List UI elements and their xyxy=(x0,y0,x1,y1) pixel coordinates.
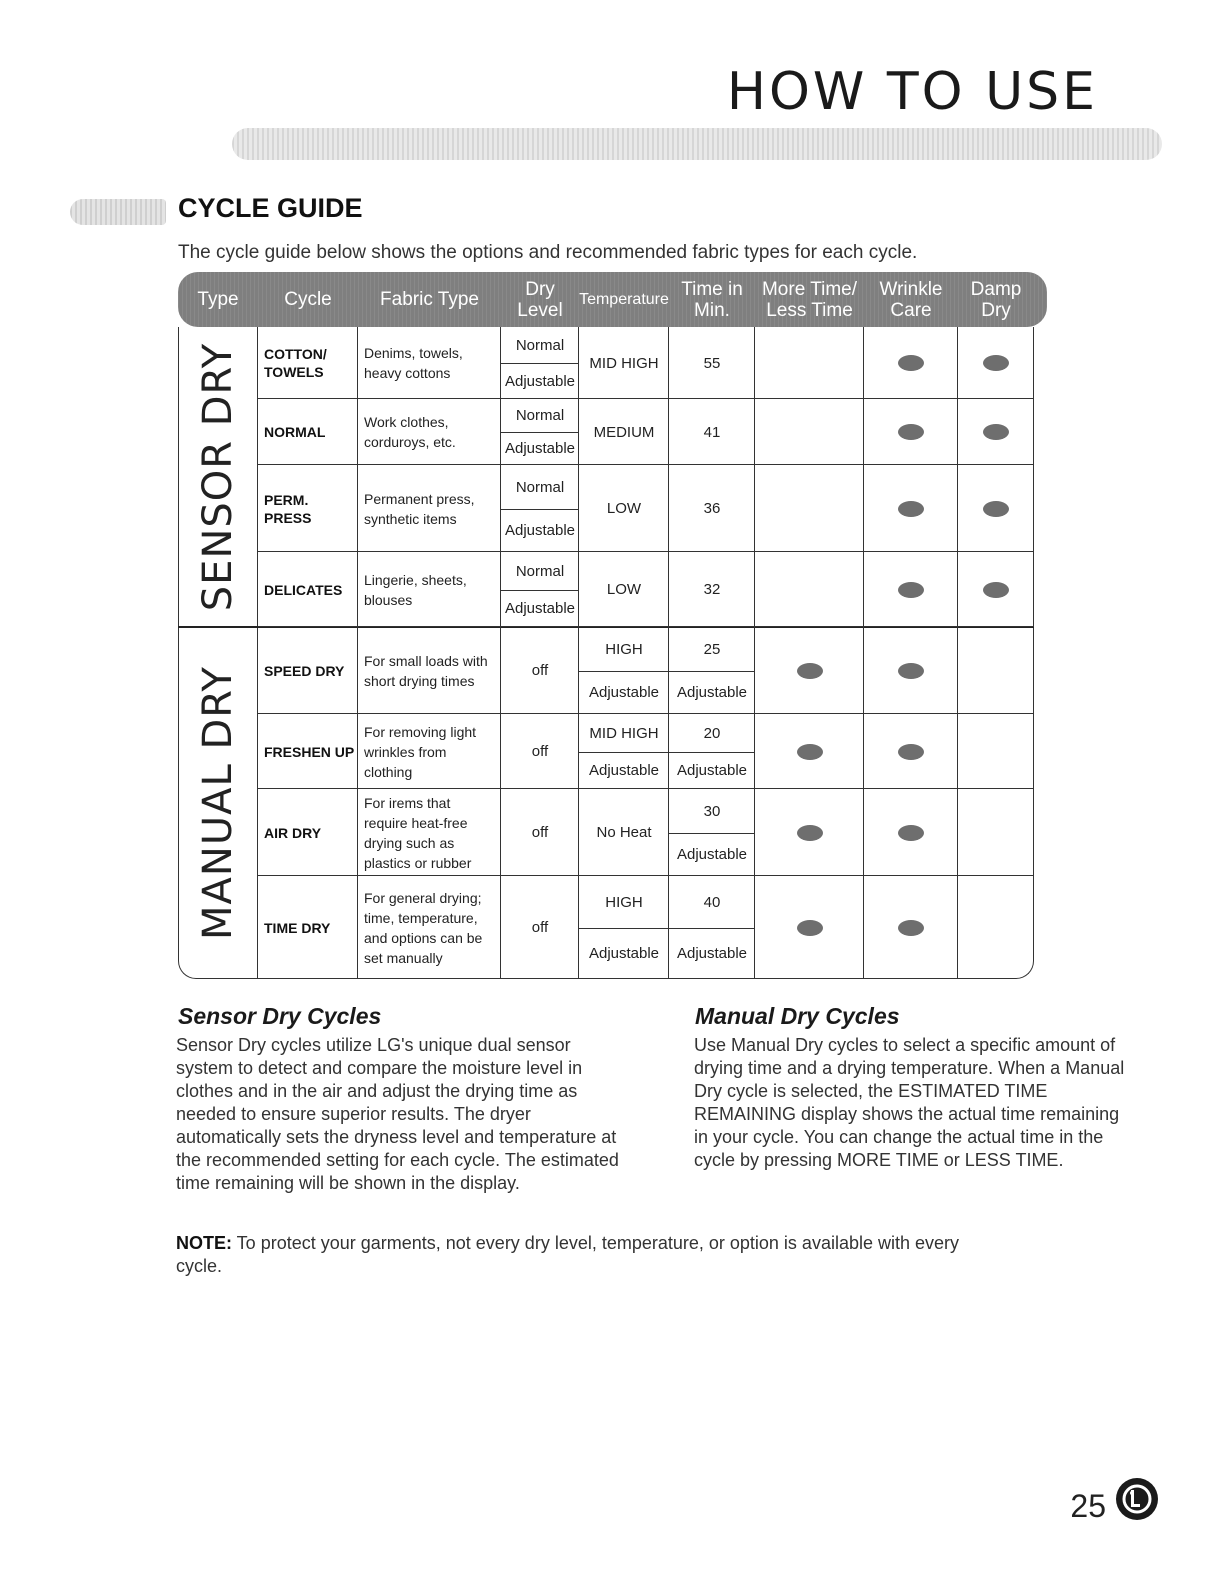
lg-logo xyxy=(1116,1478,1158,1520)
dry-level-value: Adjustable xyxy=(504,522,576,539)
cell-divider xyxy=(501,363,579,364)
cycle-name: FRESHEN UP xyxy=(264,743,355,760)
temperature-value: LOW xyxy=(606,581,642,598)
time-value: Adjustable xyxy=(676,945,748,962)
table-cell xyxy=(958,627,1034,714)
table-body xyxy=(178,327,1047,979)
cycle-name: NORMAL xyxy=(264,424,326,440)
cycle-name: SPEED DRY xyxy=(264,662,345,679)
fabric-type: For irems that require heat-free drying such as plastics or rubber xyxy=(364,794,472,871)
temperature-value: Adjustable xyxy=(588,945,660,962)
damp-dry-dot xyxy=(983,424,1009,440)
wrinkle-care-dot xyxy=(898,355,924,371)
cell-divider xyxy=(501,590,579,591)
col-header-8: Damp Dry xyxy=(970,278,1022,321)
time-value: 40 xyxy=(703,893,721,911)
sensor-dry-text: Sensor Dry cycles utilize LG's unique dual sensor system to detect and compare the moisture level in clothes and in the air and adjust the drying time as needed to ensure superior results. The dryer automatically sets the dryness level and temperature at the recommended setting for each cycle. The estimated time remaining will be shown in the display. xyxy=(176,1035,619,1193)
manual-dry-text: Use Manual Dry cycles to select a specific amount of drying time and a drying temperature. When a Manual Dry cycle is selected, the ESTIMATED TIME REMAINING display shows the actual time remaining in your cycle. You can change the actual time in the cycle by pressing MORE TIME or LESS TIME. xyxy=(694,1035,1125,1170)
wrinkle-care-dot xyxy=(898,744,924,760)
temperature-value: HIGH xyxy=(605,640,643,658)
section-marker xyxy=(70,199,166,225)
section-intro: The cycle guide below shows the options and recommended fabric types for each cycle. xyxy=(178,242,918,263)
note-label: NOTE: xyxy=(176,1233,232,1253)
fabric-type: Denims, towels, heavy cottons xyxy=(364,345,463,381)
cycle-guide-table xyxy=(178,272,1047,979)
lg-logo-icon xyxy=(1116,1478,1158,1520)
temperature-value: Adjustable xyxy=(588,762,660,779)
cycle-name: TIME DRY xyxy=(264,919,331,936)
col-header-0: Type xyxy=(197,289,239,310)
cell-divider xyxy=(669,928,755,929)
cycle-name: AIR DRY xyxy=(264,824,322,841)
wrinkle-care-dot xyxy=(898,501,924,517)
temperature-value: HIGH xyxy=(605,893,643,911)
time-value: 41 xyxy=(703,423,721,441)
time-value: 36 xyxy=(703,500,721,517)
table-cell xyxy=(958,789,1034,876)
temperature-value: No Heat xyxy=(596,824,652,841)
temperature-value: LOW xyxy=(606,500,642,517)
temperature-value: Adjustable xyxy=(588,684,660,701)
dry-level-value: off xyxy=(531,919,549,936)
cell-divider xyxy=(501,509,579,510)
time-value: 55 xyxy=(703,354,721,372)
more-less-time-dot xyxy=(797,825,823,841)
time-value: Adjustable xyxy=(676,846,748,863)
dry-level-value: off xyxy=(531,743,549,760)
fabric-type: Lingerie, sheets, blouses xyxy=(364,571,467,608)
time-value: 30 xyxy=(703,802,721,820)
fabric-type: For small loads with short drying times xyxy=(364,652,488,689)
page-header-title: HOW TO USE xyxy=(726,62,1098,122)
table-cell xyxy=(958,876,1034,979)
cell-divider xyxy=(669,833,755,834)
fabric-type: Work clothes, corduroys, etc. xyxy=(364,414,456,450)
table-cell xyxy=(958,714,1034,789)
cell-divider xyxy=(579,752,669,753)
header-decorative-bar xyxy=(232,128,1162,160)
type-label: MANUAL DRY xyxy=(194,666,241,940)
cycle-name: DELICATES xyxy=(264,581,343,598)
time-value: 25 xyxy=(703,640,721,658)
table-cell xyxy=(755,399,864,465)
time-value: 32 xyxy=(703,581,721,598)
fabric-type: Permanent press, synthetic items xyxy=(364,490,475,527)
wrinkle-care-dot xyxy=(898,424,924,440)
table-header xyxy=(178,272,1047,327)
sensor-dry-heading: Sensor Dry Cycles xyxy=(178,1003,382,1029)
col-header-6: More Time/ Less Time xyxy=(761,278,858,321)
fabric-type: For removing light wrinkles from clothing xyxy=(364,723,477,780)
page-number: 25 xyxy=(1070,1488,1106,1524)
section-title: CYCLE GUIDE xyxy=(178,193,363,223)
dry-level-value: off xyxy=(531,662,549,679)
dry-level-value: Normal xyxy=(515,336,565,354)
dry-level-value: Normal xyxy=(515,407,565,424)
cycle-name: PERM. PRESS xyxy=(264,491,312,526)
col-header-3: Dry Level xyxy=(517,278,563,321)
col-header-5: Time in Min. xyxy=(681,278,743,321)
cell-divider xyxy=(669,671,755,672)
note xyxy=(176,1232,996,1278)
table-cell xyxy=(755,552,864,627)
damp-dry-dot xyxy=(983,355,1009,371)
col-header-1: Cycle xyxy=(284,289,332,310)
time-value: 20 xyxy=(703,724,721,742)
col-header-7: Wrinkle Care xyxy=(879,278,943,321)
dry-level-value: off xyxy=(531,824,549,841)
note-text: To protect your garments, not every dry level, temperature, or option is available with every cycle. xyxy=(176,1233,960,1276)
more-less-time-dot xyxy=(797,744,823,760)
type-label: SENSOR DRY xyxy=(195,342,242,612)
cell-divider xyxy=(501,432,579,433)
col-header-4: Temperature xyxy=(579,291,669,308)
temperature-value: MID HIGH xyxy=(589,354,659,372)
cell-divider xyxy=(579,928,669,929)
wrinkle-care-dot xyxy=(898,663,924,679)
wrinkle-care-dot xyxy=(898,920,924,936)
fabric-type: For general drying; time, temperature, and options can be set manually xyxy=(364,889,483,966)
dry-level-value: Adjustable xyxy=(504,440,576,457)
table-cell xyxy=(755,465,864,552)
dry-level-value: Adjustable xyxy=(504,600,576,617)
cycle-name: COTTON/ TOWELS xyxy=(264,346,327,380)
more-less-time-dot xyxy=(797,663,823,679)
temperature-value: MID HIGH xyxy=(589,724,659,742)
damp-dry-dot xyxy=(983,582,1009,598)
dry-level-value: Normal xyxy=(515,478,565,496)
table-cell xyxy=(755,327,864,399)
wrinkle-care-dot xyxy=(898,825,924,841)
more-less-time-dot xyxy=(797,920,823,936)
damp-dry-dot xyxy=(983,501,1009,517)
dry-level-value: Normal xyxy=(515,562,565,580)
time-value: Adjustable xyxy=(676,762,748,779)
time-value: Adjustable xyxy=(676,684,748,701)
dry-level-value: Adjustable xyxy=(504,372,576,390)
temperature-value: MEDIUM xyxy=(593,423,655,441)
cell-divider xyxy=(579,671,669,672)
col-header-2: Fabric Type xyxy=(380,289,479,310)
wrinkle-care-dot xyxy=(898,582,924,598)
cell-divider xyxy=(669,752,755,753)
manual-dry-heading: Manual Dry Cycles xyxy=(695,1003,900,1029)
